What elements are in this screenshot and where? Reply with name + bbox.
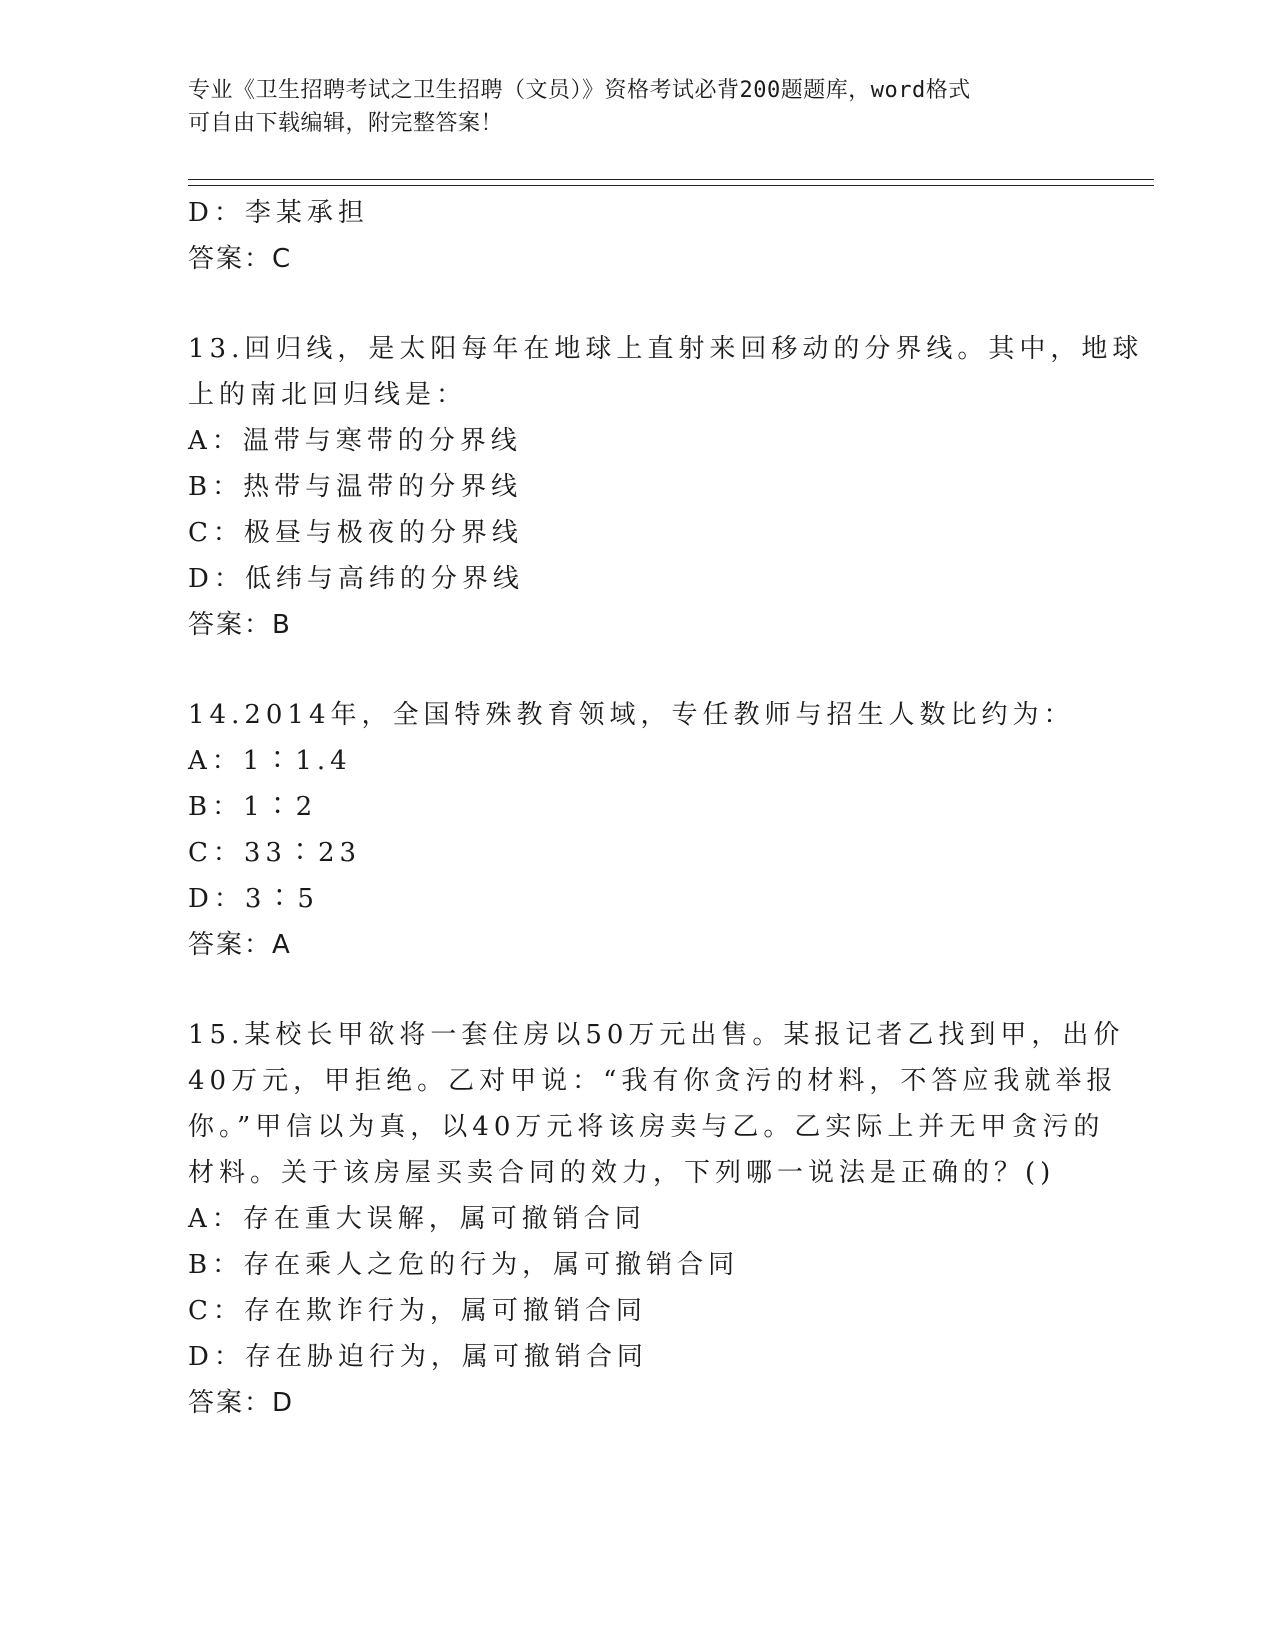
question-stem-line: 材料。关于该房屋买卖合同的效力，下列哪一说法是正确的？() (188, 1158, 1056, 1188)
question-stem-line: 上的南北回归线是： (188, 380, 468, 410)
spacer (188, 968, 1088, 1012)
question-15 (188, 1012, 1125, 1426)
option-d: D：存在胁迫行为，属可撤销合同 (188, 1342, 648, 1372)
option-c: C：存在欺诈行为，属可撤销合同 (188, 1296, 647, 1326)
option-b: B：1∶2 (188, 792, 318, 822)
question-13 (188, 326, 1144, 648)
option-d: D：李某承担 (188, 198, 369, 228)
document-body (188, 190, 1144, 1426)
answer-line: 答案：C (188, 244, 293, 274)
question-stem-line: 你。”甲信以为真，以40万元将该房卖与乙。乙实际上并无甲贪污的 (188, 1112, 1105, 1142)
question-stem-line: 15.某校长甲欲将一套住房以50万元出售。某报记者乙找到甲，出价 (188, 1020, 1125, 1050)
option-d: D：3∶5 (188, 884, 319, 914)
answer-line: 答案：B (188, 610, 292, 640)
question-stem-line: 14.2014年，全国特殊教育领域，专任教师与招生人数比约为： (188, 700, 1075, 730)
question-stem-line: 40万元，甲拒绝。乙对甲说：“我有你贪污的材料，不答应我就举报 (188, 1066, 1118, 1096)
option-a: A：1∶1.4 (188, 746, 352, 776)
spacer (188, 282, 1088, 326)
document-header (188, 74, 1068, 140)
question-stem-line: 13.回归线，是太阳每年在地球上直射来回移动的分界线。其中，地球 (188, 334, 1144, 364)
header-divider (188, 179, 1154, 186)
header-line-2: 可自由下载编辑，附完整答案！ (188, 111, 504, 136)
option-a: A：温带与寒带的分界线 (188, 426, 522, 456)
option-b: B：存在乘人之危的行为，属可撤销合同 (188, 1250, 740, 1280)
answer-line: 答案：D (188, 1388, 295, 1418)
option-c: C：33∶23 (188, 838, 362, 868)
option-b: B：热带与温带的分界线 (188, 472, 523, 502)
previous-question-tail (188, 190, 1088, 282)
option-d: D：低纬与高纬的分界线 (188, 564, 524, 594)
option-c: C：极昼与极夜的分界线 (188, 518, 523, 548)
question-14 (188, 692, 1088, 968)
spacer (188, 648, 1088, 692)
answer-line: 答案：A (188, 930, 292, 960)
option-a: A：存在重大误解，属可撤销合同 (188, 1204, 646, 1234)
header-line-1: 专业《卫生招聘考试之卫生招聘（文员）》资格考试必背200题题库，word格式 (188, 78, 971, 103)
